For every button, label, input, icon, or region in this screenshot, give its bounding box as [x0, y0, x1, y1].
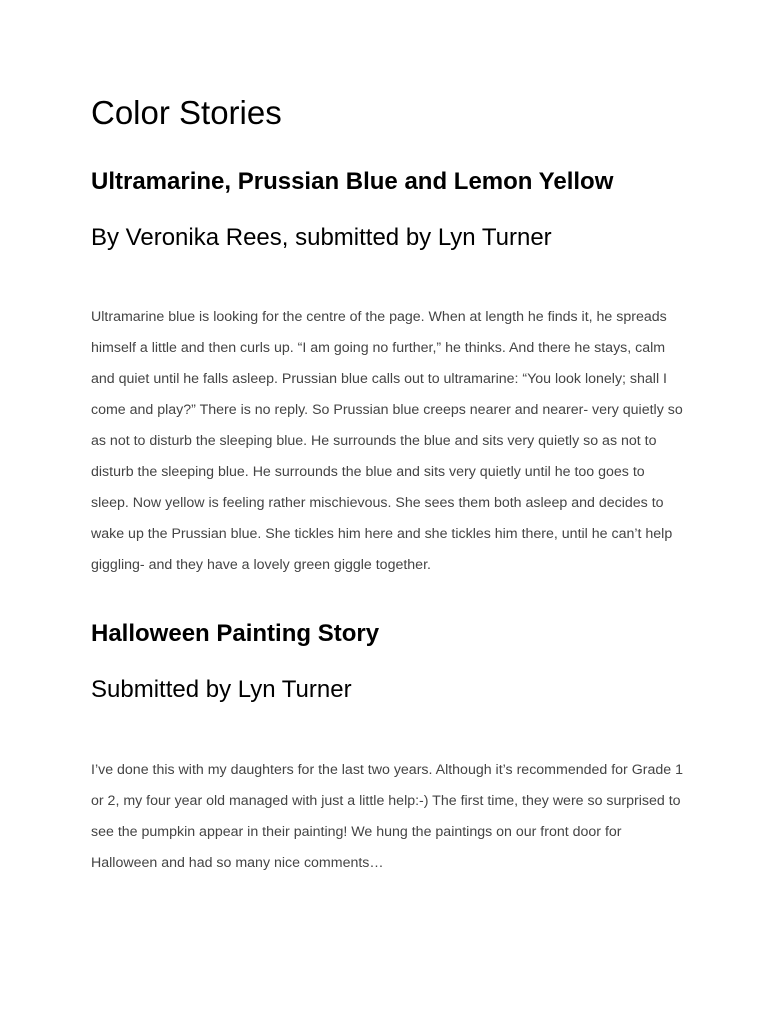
story-byline: Submitted by Lyn Turner [91, 676, 352, 703]
page-title: Color Stories [91, 94, 282, 131]
story-title: Ultramarine, Prussian Blue and Lemon Yellow [91, 168, 614, 195]
story-title: Halloween Painting Story [91, 620, 380, 647]
story-body: Ultramarine blue is looking for the centre of the page. When at length he finds it, he spreads himself a little and then curls up. “I am going no further,” he thinks. And there he stays, calm and quiet until he falls asleep. Prussian blue calls out to ultramarine: “You look lonely; shall I come and play?” There is no reply. So Prussian blue creeps nearer and nearer- very quietly so as not to disturb the sleeping blue. He surrounds the blue and sits very quietly so as not to disturb the sleeping blue. He surrounds the blue and sits very quietly until he too goes to sleep. Now yellow is feeling rather mischievous. She sees them both asleep and decides to wake up the Prussian blue. She tickles him here and she tickles him there, until he can’t help giggling- and they have a lovely green giggle together. [91, 309, 683, 573]
story-body: I’ve done this with my daughters for the last two years. Although it’s recommended for Grade 1 or 2, my four year old managed with just a little help:-) The first time, they were so surprised to see the pumpkin appear in their painting! We hung the paintings on our front door for Halloween and had so many nice comments… [91, 762, 683, 871]
story-byline: By Veronika Rees, submitted by Lyn Turner [91, 224, 552, 251]
